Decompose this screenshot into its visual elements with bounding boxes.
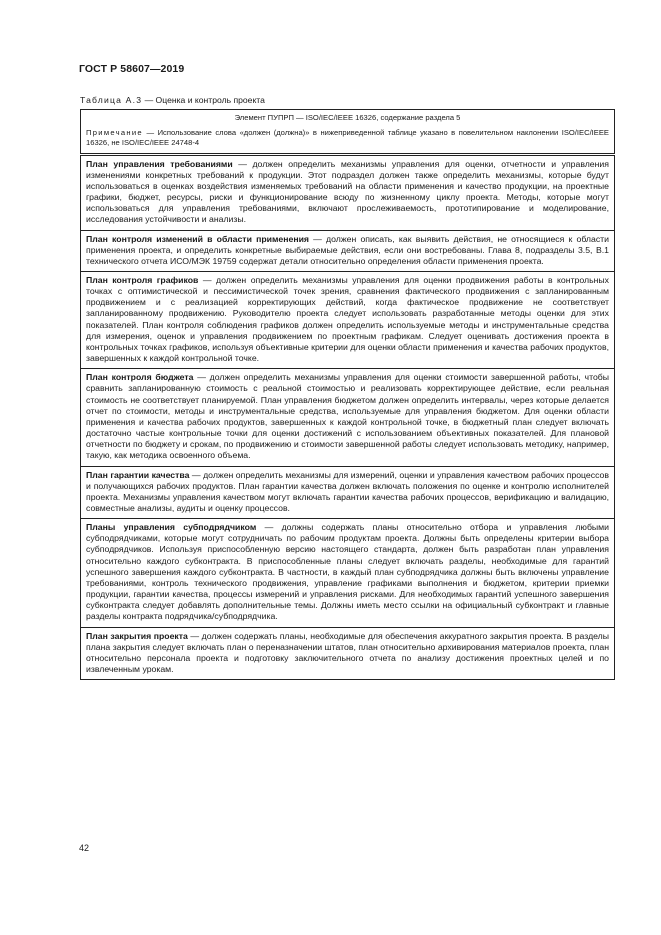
row-text: — должен содержать планы, необходимые для обеспечения аккуратного закрытия проекта. В разделы плана закрытия следует включать план о переназначении штатов, план относительно архивирования материалов проекта, план относительно персонала проекта и подготовку заключительного отчета по анализу достижения проектных целей и по извлеченным урокам. <box>86 630 609 675</box>
table-header-cell <box>81 110 615 155</box>
row-text: — должны содержать планы относительно отбора и управления любыми субподрядчиками, которые могут сотрудничать по рабочим продуктам проекта. Должны быть определены критерии выбора субподрядчиков. Используя приспособленную версию настоящего стандарта, должен быть разработан план управления относительно каждого субконтракта. В приспособленные планы следует включать разделы, необходимые для гарантий успешного завершения каждого субконтракта. В частности, в каждый план субподрядчика должны быть включены управление требованиями, контроль технического продвижения, управление графиками выполнения и бюджетом, критерии приемки продукции, гарантии качества, процессы измерений и управления рисками. Для необходимых гарантий успешного завершения субконтракта следует добавлять дополнительные темы. Должны иметь место ссылки на официальный субконтракт и главные разделы контракта подрядчика/субподрядчика. <box>86 522 609 622</box>
table-header-row <box>81 110 615 155</box>
row-text: — должен определить механизмы управления для оценки продвижения работы в контрольных точках с оптимистической и пессимистической точек зрения, сравнения фактического продвижения с запланированным продвижением и с реализацией корректирующих действий, когда фактическое продвижение не соответствует запланированному продвижению. Руководителю проекта следует использовать разработанные методы оценки для этих показателей. План контроля соблюдения графиков должен определить используемые методы и инструментальные средства для измерения, оценок и управления продвижением по проектным графикам. Следует оценивать достижения проекта в контрольных точках графиков, используя объективные критерии для оценки области применения и качества рабочих продуктов, завершенных к каждой контрольной точке. <box>86 275 609 364</box>
table-cell-quality-assurance-plan <box>81 466 615 519</box>
table-caption <box>80 95 265 105</box>
row-term: План контроля изменений в области применения <box>86 233 309 244</box>
note-text: — Использование слова «должен (должна)» в нижеприведенной таблице указано в повелительном наклонении ISO/IEC/IEEE 16326, не ISO/IEC/IEEE 24748-4 <box>86 128 609 148</box>
row-term: План управления требованиями <box>86 158 233 169</box>
row-term: План закрытия проекта <box>86 630 188 641</box>
table-row <box>81 272 615 369</box>
page-number: 42 <box>79 843 90 853</box>
table-row <box>81 519 615 627</box>
table-head-title: Элемент ПУПРП — ISO/IEC/IEEE 16326, содержание раздела 5 <box>234 113 461 122</box>
table-cell-schedule-control-plan <box>81 272 615 369</box>
table-cell-budget-control-plan <box>81 369 615 466</box>
row-term: План контроля бюджета <box>86 372 194 383</box>
table-row <box>81 154 615 230</box>
note-label: Примечание <box>86 128 143 138</box>
row-term: План гарантии качества <box>86 469 190 480</box>
row-term: Планы управления субподрядчиком <box>86 522 257 533</box>
row-text: — должен определить механизмы управления для оценки стоимости завершенной работы, чтобы сравнить запланированную стоимость с реальной стоимостью и реализовать корректирующее действие, если реальная стоимость не соответствует планируемой. План управления бюджетом должен определить интервалы, через которые делается отчет по стоимости, методы и инструментальные средства, используемые для управления бюджетом. Для оценки области применения и качества рабочих продуктов, завершенных к каждой контрольной точке, в бюджетный план следует включать достаточно частые контрольные точки для оценки достижений с использованием объективных показателей. Для плановой отчетности по бюджету и срокам, по продвижению и стоимости завершенной работы следует использовать методику, например, такую, как методика освоенного объема. <box>86 372 609 461</box>
table-caption-label: Таблица А.3 <box>80 95 143 105</box>
table-row <box>81 466 615 519</box>
table-row <box>81 369 615 466</box>
table-row <box>81 627 615 680</box>
row-term: План контроля графиков <box>86 275 199 286</box>
row-text: — должен определить механизмы управления для оценки, отчетности и управления изменениями конкретных требований к продукции. Этот подраздел должен также определить механизмы, которые будут использоваться в оценках воздействия изменяемых требований на области применения и качество продукции, на проектные графики, бюджет, ресурсы, риски и функционирование всюду по жизненному циклу проекта. Методы, которые могут использоваться для управления требованиями, включают прослеживаемость, прототипирование и моделирование, исследования устойчивости и анализы. <box>86 158 609 225</box>
table-cell-scope-change-plan <box>81 230 615 271</box>
evaluation-control-table <box>80 109 615 680</box>
row-text: — должен описать, как выявить действия, не относящиеся к области применения проекта, и определить конкретные выбираемые действия, если они востребованы. Глава 8, подразделы 3.5, В.1 технического отчета ИСО/МЭК 19759 содержат детали относительно определения области применения проекта. <box>86 233 609 266</box>
table-head-note <box>86 128 609 148</box>
table-row <box>81 230 615 271</box>
table-cell-subcontractor-plans <box>81 519 615 627</box>
table-cell-project-closure-plan <box>81 627 615 680</box>
row-text: — должен определить механизмы для измерений, оценки и управления качеством рабочих процессов и получающихся рабочих продуктов. План гарантии качества должен включать положения по оценке и контролю исполнителей проекта. Механизмы управления качеством могут включать гарантии качества рабочих процессов, верификацию и валидацию, совместные анализы, аудиты и оценку процессов. <box>86 469 609 513</box>
document-header: ГОСТ Р 58607—2019 <box>79 63 185 75</box>
table-caption-text: — Оценка и контроль проекта <box>142 95 265 105</box>
table-cell-requirements-plan <box>81 154 615 230</box>
